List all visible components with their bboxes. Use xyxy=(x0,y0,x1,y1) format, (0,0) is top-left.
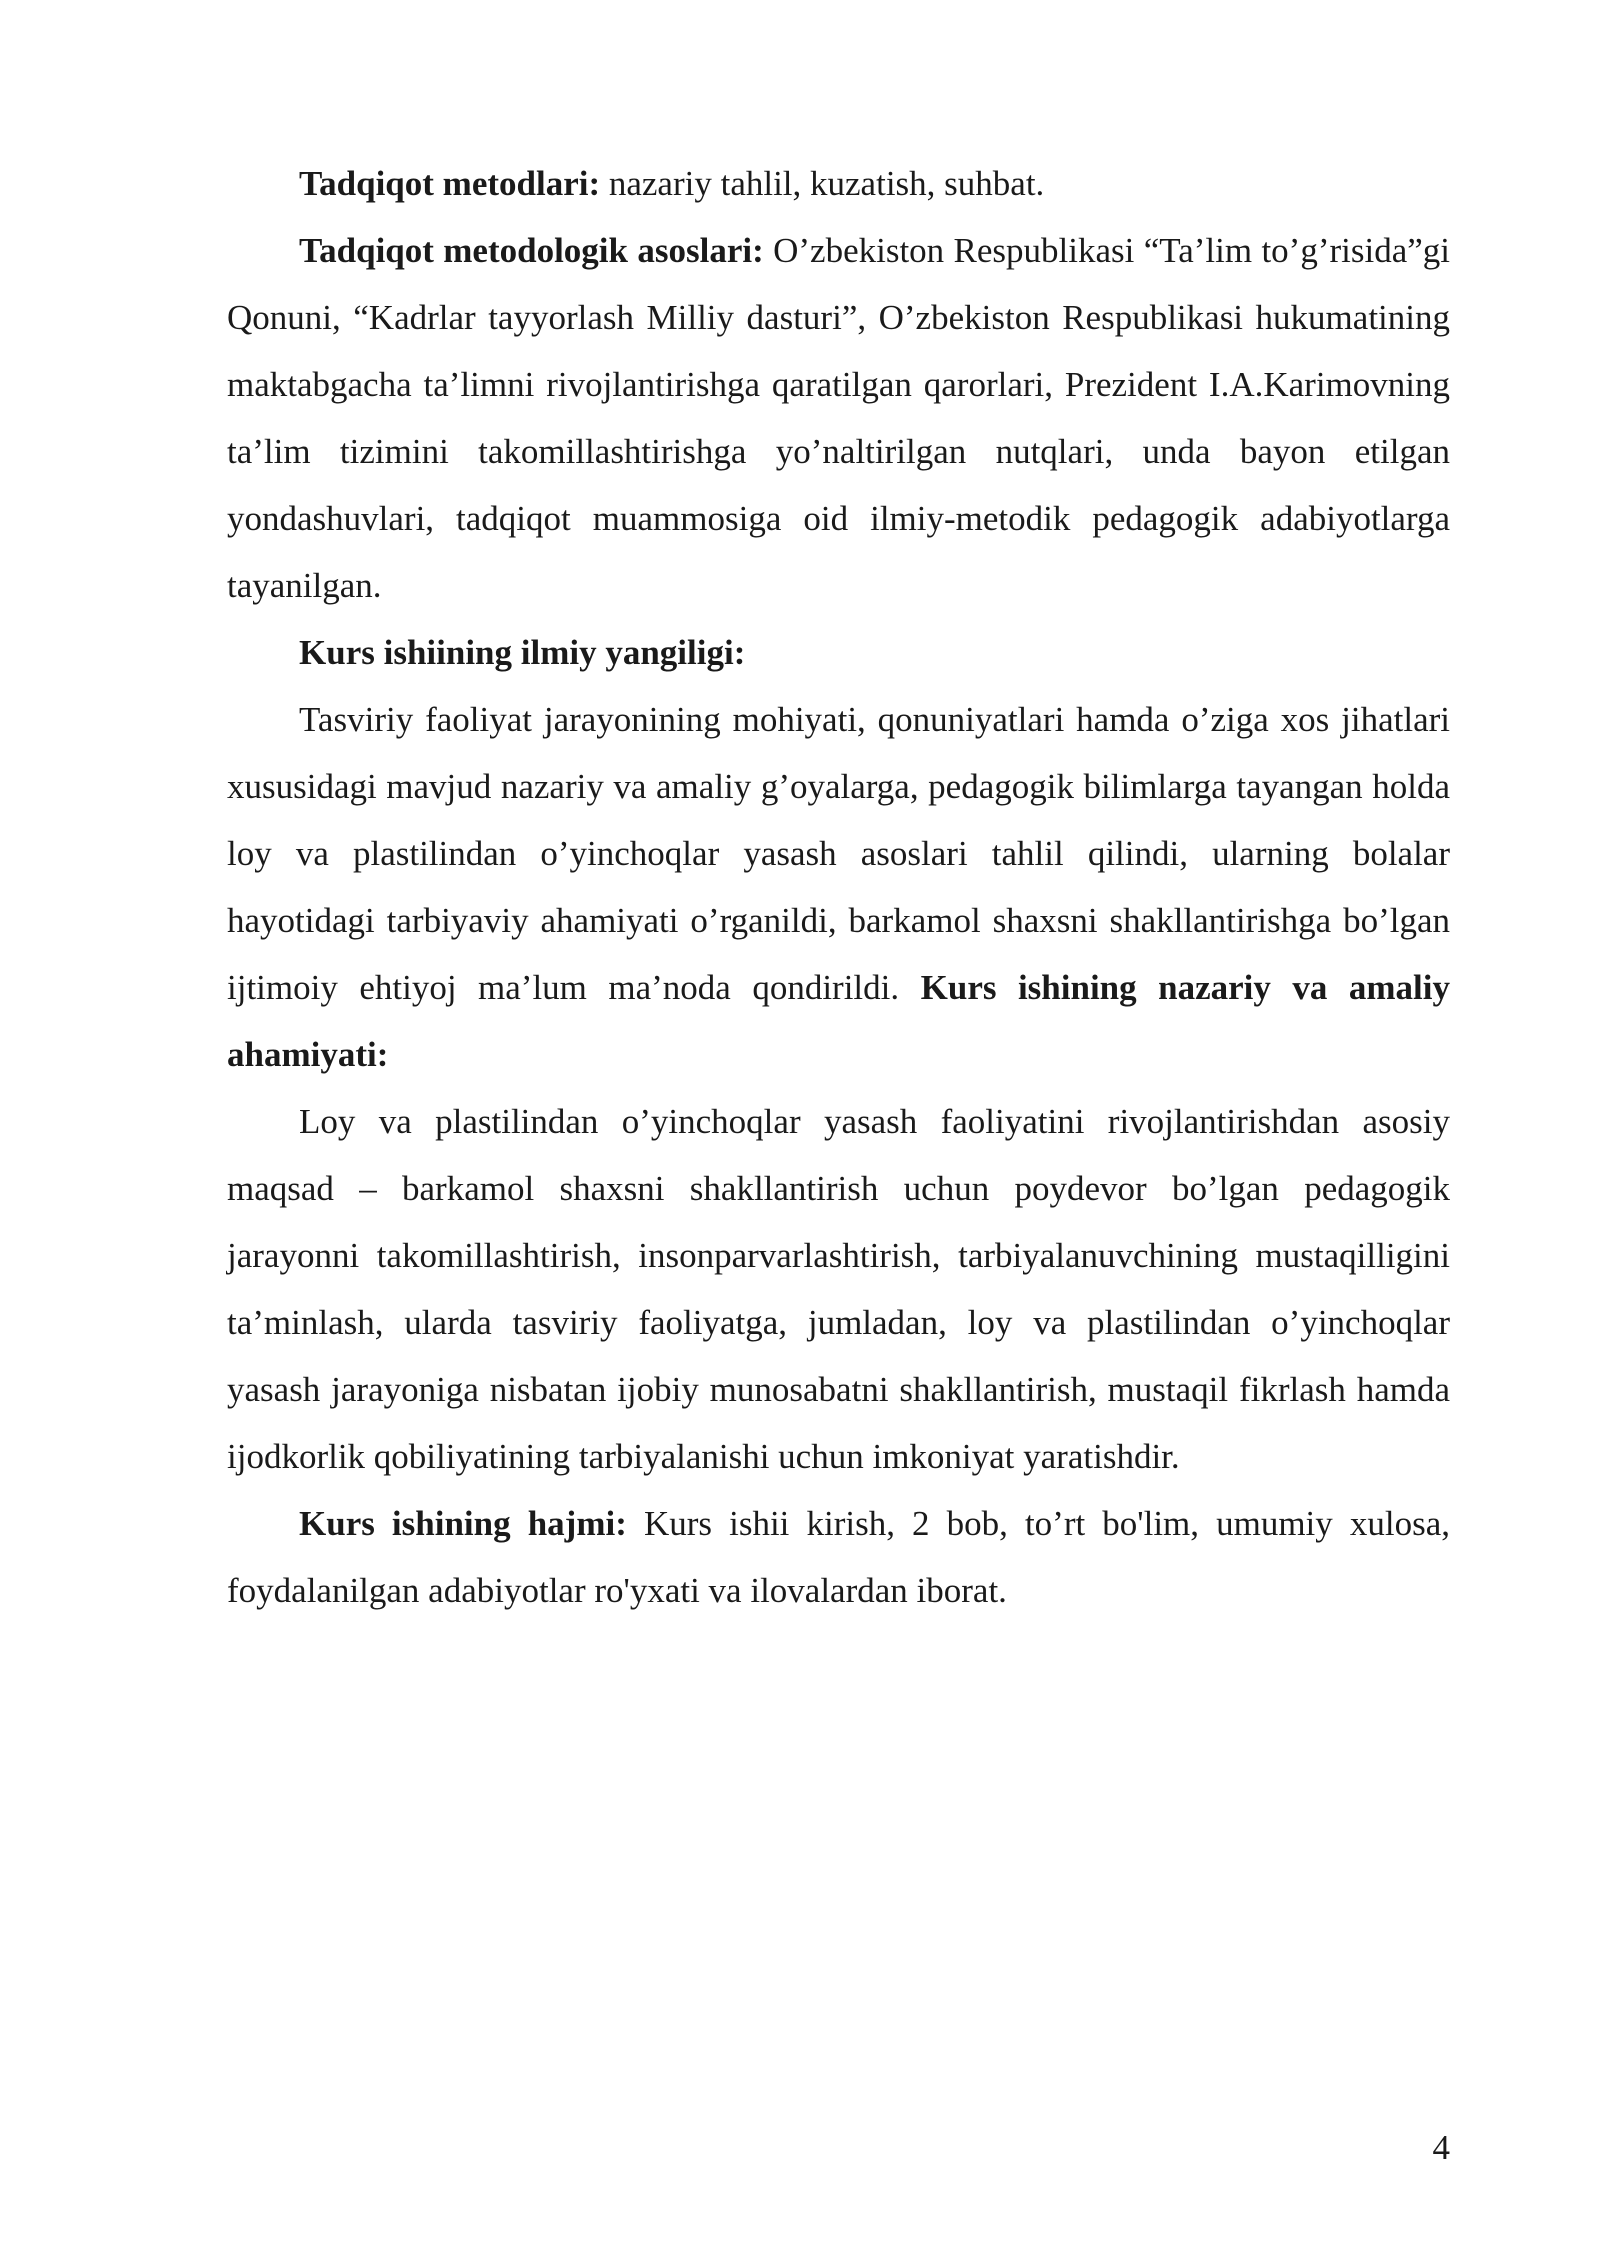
significance-paragraph: Loy va plastilindan o’yinchoqlar yasash faoliyatini rivojlantirishdan asosiy maqsad – barkamol shaxsni shakllantirish uchun poydevor bo’lgan pedagogik jarayonni takomillashtirish, insonparvarlashtirish, tarbiyalanuvchining mustaqilligini ta’minlash, ularda tasviriy faoliyatga, jumladan, loy va plastilindan o’yinchoqlar yasash jarayoniga nisbatan ijobiy munosabatni shakllantirish, mustaqil fikrlash hamda ijodkorlik qobiliyatining tarbiyalanishi uchun imkoniyat yaratishdir. xyxy=(227,1102,1450,1476)
volume-paragraph xyxy=(227,1490,1450,1624)
novelty-heading: Kurs ishiining ilmiy yangiligi: xyxy=(299,633,746,672)
significance-heading: Kurs ishining nazariy va amaliy ahamiyati: xyxy=(227,968,1450,1074)
methodology-text: O’zbekiston Respublikasi “Ta’lim to’g’risida”gi Qonuni, “Kadrlar tayyorlash Milliy dasturi”, O’zbekiston Respublikasi hukumatining maktabgacha ta’limni rivojlantirishga qaratilgan qarorlari, Prezident I.A.Karimovning ta’lim tizimini takomillashtirishga yo’naltirilgan nutqlari, unda bayon etilgan yondashuvlari, tadqiqot muammosiga oid ilmiy-metodik pedagogik adabiyotlarga tayanilgan. xyxy=(227,231,1450,605)
volume-label: Kurs ishining hajmi: xyxy=(299,1504,627,1543)
methodology-paragraph xyxy=(227,217,1450,619)
methodology-label: Tadqiqot metodologik asoslari: xyxy=(299,231,764,270)
methods-label: Tadqiqot metodlari: xyxy=(299,164,601,203)
methods-paragraph xyxy=(227,150,1450,217)
methods-text: nazariy tahlil, kuzatish, suhbat. xyxy=(600,164,1045,203)
page-number: 4 xyxy=(1432,2128,1450,2167)
novelty-paragraph xyxy=(227,686,1450,1088)
document-page xyxy=(227,150,1450,1624)
novelty-text: Tasviriy faoliyat jarayonining mohiyati, qonuniyatlari hamda o’ziga xos jihatlari xususidagi mavjud nazariy va amaliy g’oyalarga, pedagogik bilimlarga tayangan holda loy va plastilindan o’yinchoqlar yasash asoslari tahlil qilindi, ularning bolalar hayotidagi tarbiyaviy ahamiyati o’rganildi, barkamol shaxsni shakllantirishga bo’lgan ijtimoiy ehtiyoj ma’lum ma’noda qondirildi. xyxy=(227,700,1450,1007)
volume-text: Kurs ishii kirish, 2 bob, to’rt bo'lim, umumiy xulosa, foydalanilgan adabiyotlar ro'yxati va ilovalardan iborat. xyxy=(227,1504,1450,1610)
